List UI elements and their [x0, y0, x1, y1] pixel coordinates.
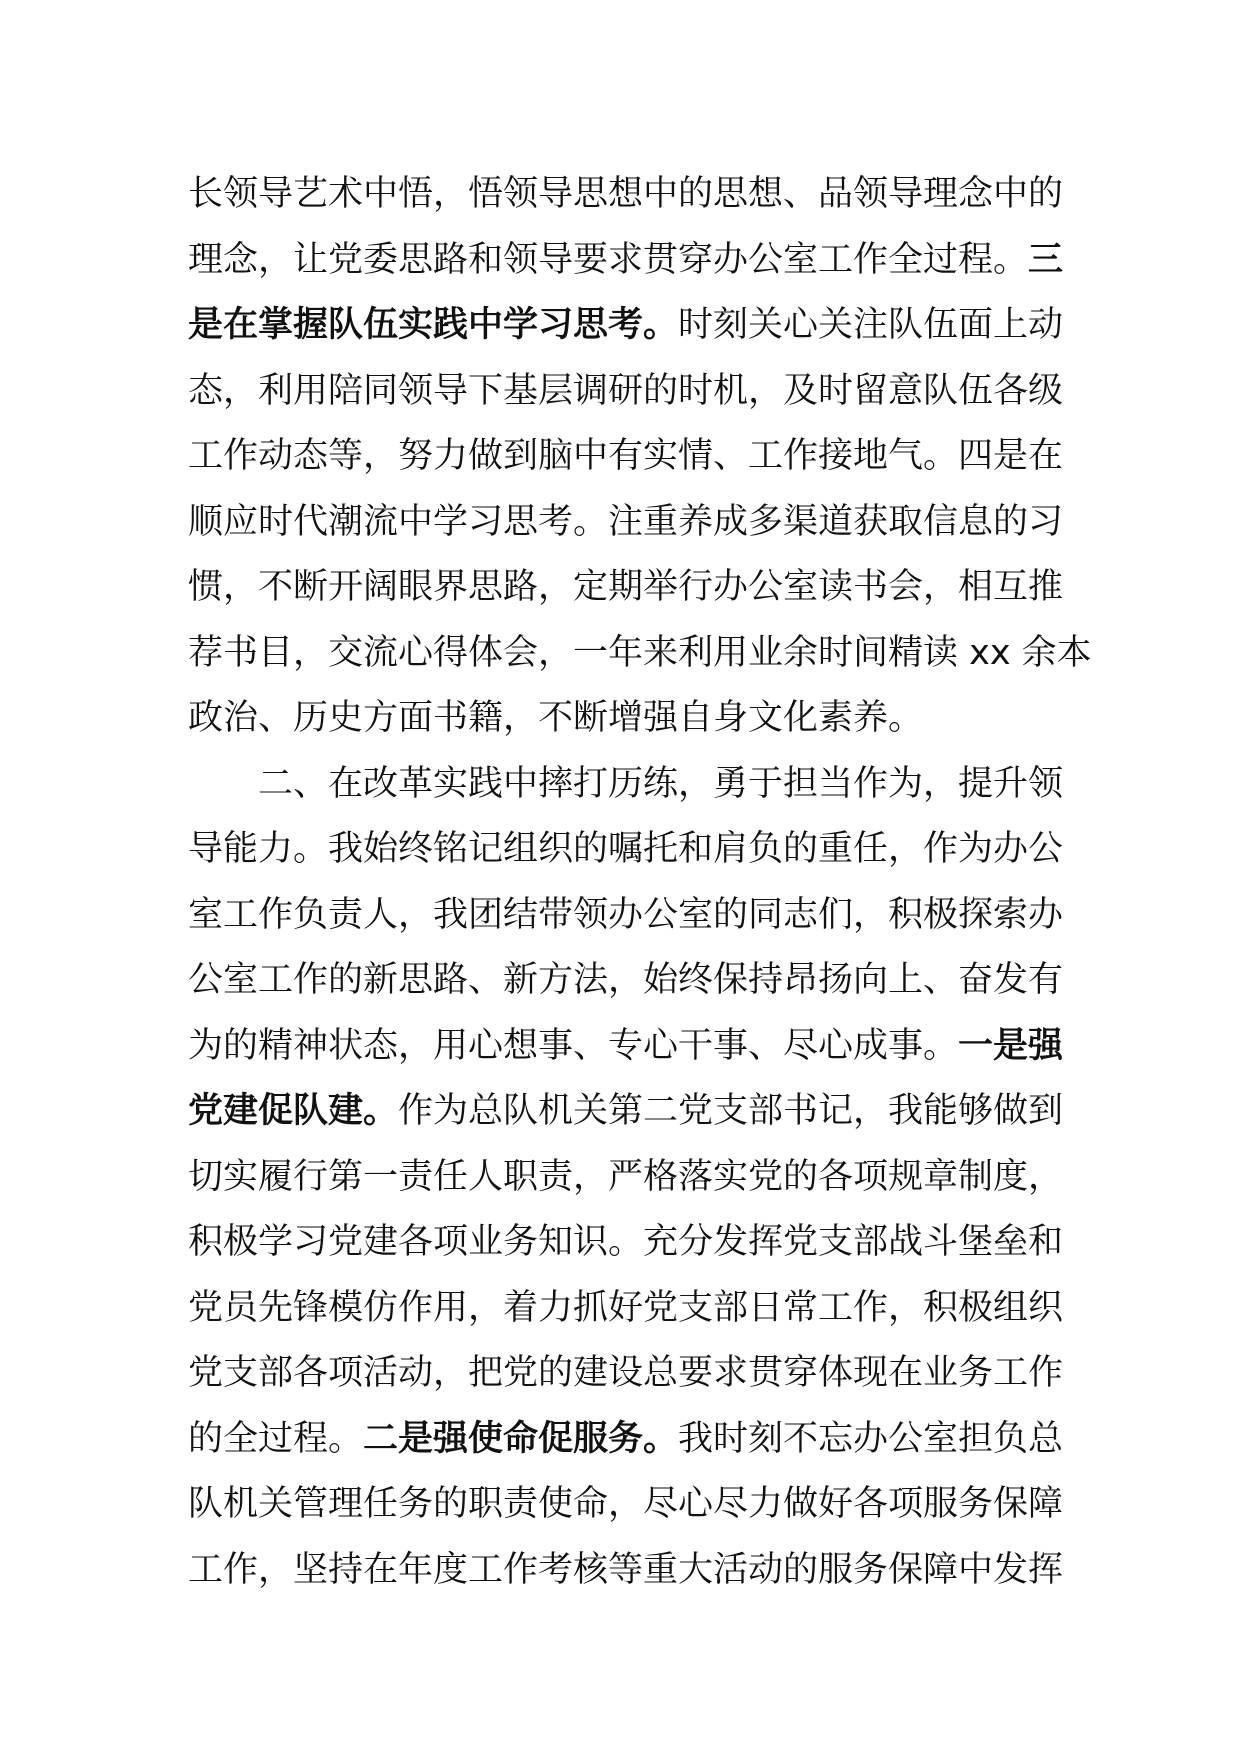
- text-line: [188, 1145, 1068, 1211]
- text-line: [188, 621, 1092, 687]
- text-segment: 政治、历史方面书籍，不断增强自身文化素养。: [188, 698, 924, 738]
- text-segment: 作为总队机关第二党支部书记，我能够做到: [398, 1091, 1064, 1131]
- bold-text-segment: 二是强使命促服务。: [363, 1418, 679, 1459]
- text-segment: 为的精神状态，用心想事、专心干事、尽心成事。: [188, 1025, 959, 1066]
- text-segment: 我时刻不忘办公室担负总: [678, 1418, 1064, 1459]
- text-line: [188, 1210, 1068, 1276]
- text-line: [188, 883, 1068, 949]
- text-line: [188, 555, 1068, 621]
- text-segment: 的全过程。: [188, 1418, 364, 1459]
- bold-text-segment: 三: [1028, 239, 1064, 280]
- text-segment: 长领导艺术中悟，悟领导思想中的思想、品领导理念中的: [188, 174, 1064, 214]
- text-segment: 惯，不断开阔眼界思路，定期举行办公室读书会，相互推: [188, 567, 1064, 607]
- text-line: [188, 1276, 1068, 1342]
- text-segment: 党员先锋模仿作用，着力抓好党支部日常工作，积极组织: [188, 1287, 1064, 1328]
- text-segment: 工作，坚持在年度工作考核等重大活动的服务保障中发挥: [188, 1549, 1064, 1590]
- text-segment: 导能力。我始终铭记组织的嘱托和肩负的重任，作为办公: [188, 829, 1064, 869]
- text-segment: 室工作负责人，我团结带领办公室的同志们，积极探索办: [188, 894, 1064, 935]
- bold-text-segment: 是在掌握队伍实践中学习思考。: [188, 305, 679, 345]
- text-line: [188, 162, 1068, 228]
- text-line: [188, 228, 1068, 294]
- text-segment: 二、在改革实践中摔打历练，勇于担当作为，提升领: [258, 763, 1064, 804]
- text-line: [188, 1538, 1068, 1604]
- text-line: [188, 817, 1068, 883]
- text-line: [188, 359, 1068, 425]
- text-segment: 党支部各项活动，把党的建设总要求贯穿体现在业务工作: [188, 1353, 1064, 1393]
- text-segment: 工作动态等，努力做到脑中有实情、工作接地气。四是在: [188, 436, 1064, 476]
- text-segment: 顺应时代潮流中学习思考。注重养成多渠道获取信息的习: [188, 501, 1064, 542]
- text-segment: 公室工作的新思路、新方法，始终保持昂扬向上、奋发有: [188, 960, 1064, 1000]
- bold-text-segment: 一是强: [958, 1025, 1064, 1066]
- text-line: [188, 293, 1068, 359]
- text-line: [188, 424, 1068, 490]
- text-segment: 理念，让党委思路和领导要求贯穿办公室工作全过程。: [188, 239, 1029, 280]
- text-segment: 荐书目，交流心得体会，一年来利用业余时间精读 xx 余本: [188, 632, 1092, 673]
- bold-text-segment: 党建促队建。: [188, 1091, 399, 1131]
- text-segment: 态，利用陪同领导下基层调研的时机，及时留意队伍各级: [188, 370, 1064, 411]
- text-segment: 时刻关心关注队伍面上动: [678, 305, 1064, 345]
- text-line: [188, 1014, 1068, 1080]
- text-segment: 队机关管理任务的职责使命，尽心尽力做好各项服务保障: [188, 1484, 1064, 1524]
- text-line: [188, 490, 1068, 556]
- text-line: [188, 1079, 1068, 1145]
- text-line: [188, 948, 1068, 1014]
- text-segment: 积极学习党建各项业务知识。充分发挥党支部战斗堡垒和: [188, 1222, 1064, 1262]
- text-line: [188, 1472, 1068, 1538]
- text-segment: 切实履行第一责任人职责，严格落实党的各项规章制度，: [188, 1156, 1064, 1197]
- text-line: [188, 752, 1068, 818]
- document-body: [188, 162, 1092, 1603]
- text-line: [188, 686, 1068, 752]
- text-line: [188, 1341, 1068, 1407]
- text-line: [188, 1407, 1068, 1473]
